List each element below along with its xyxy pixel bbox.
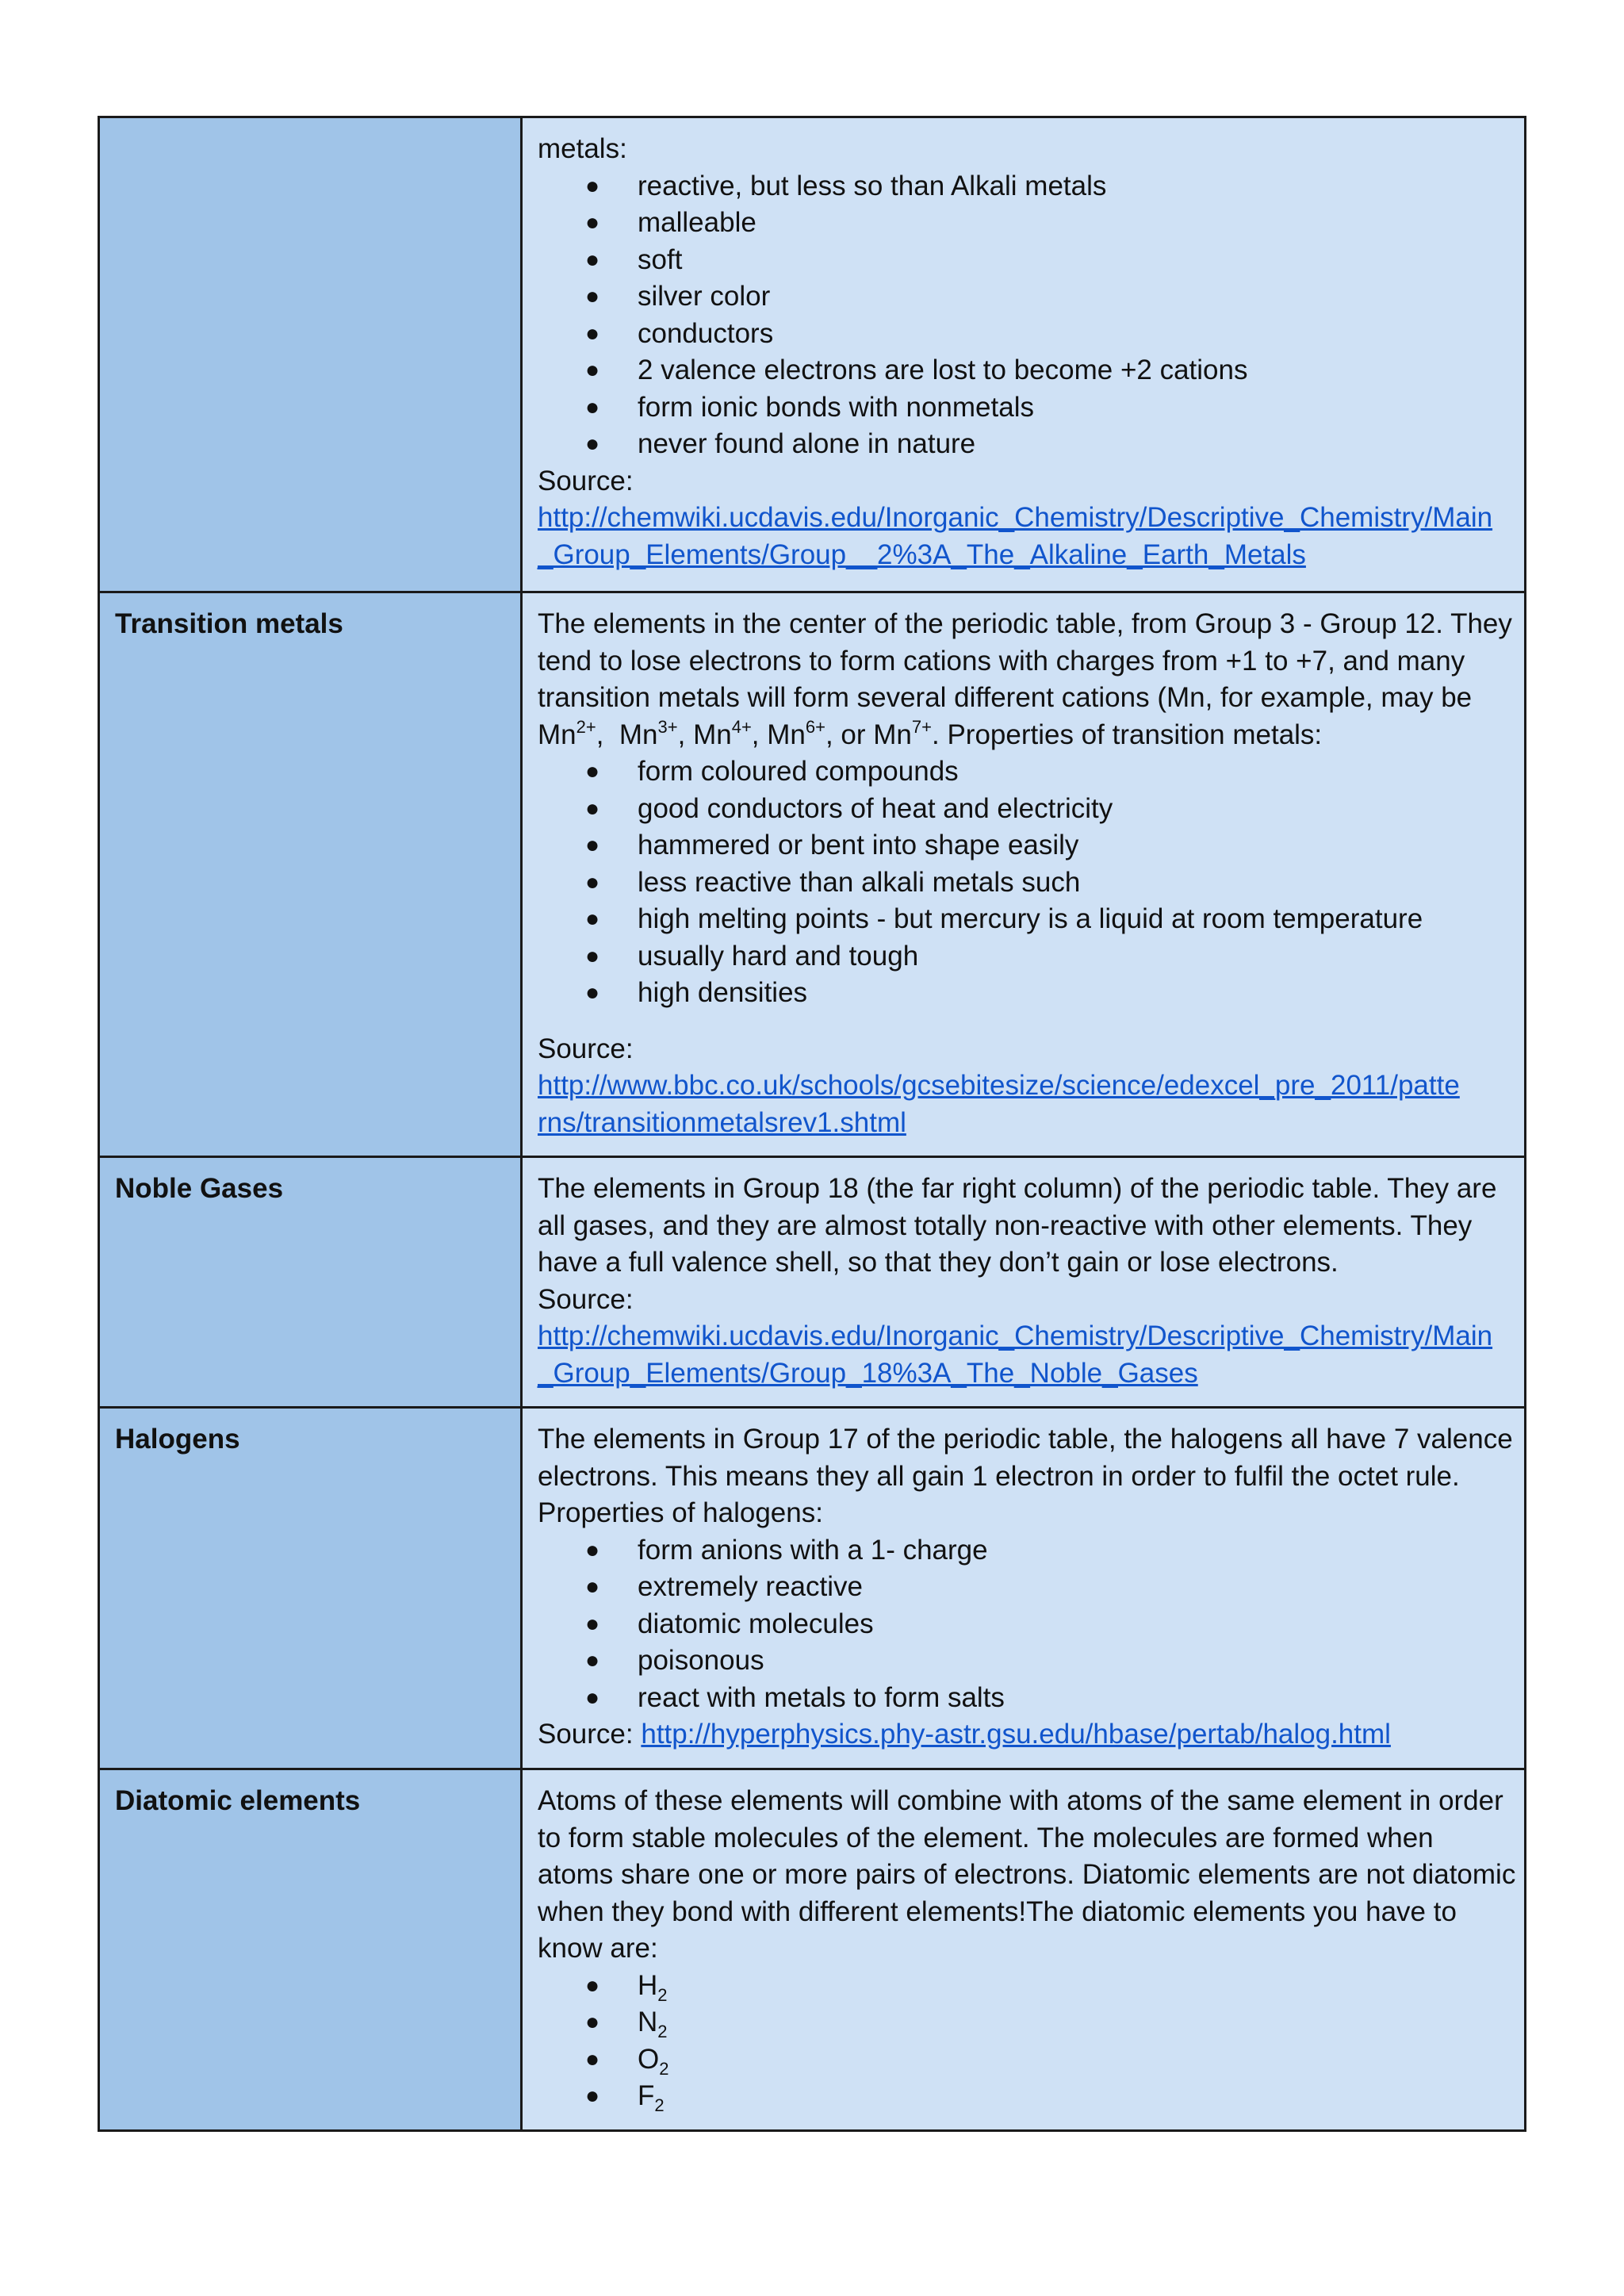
term-label: Noble Gases (115, 1173, 284, 1204)
property-list (538, 1532, 1524, 1717)
description-cell (522, 117, 1526, 592)
term-label: Diatomic elements (115, 1785, 361, 1816)
list-item: ● diatomic molecules (538, 1606, 1524, 1643)
bullet-icon: ● (585, 2083, 600, 2109)
list-item: ● form ionic bonds with nonmetals (538, 389, 1524, 427)
table-row (99, 592, 1526, 1157)
source-link[interactable]: http://chemwiki.ucdavis.edu/Inorganic_Chemistry/Descriptive_Chemistry/Main (538, 1320, 1493, 1351)
spacer (538, 1012, 1524, 1031)
source-link[interactable]: http://chemwiki.ucdavis.edu/Inorganic_Chemistry/Descriptive_Chemistry/Main (538, 502, 1493, 533)
description-text: all gases, and they are almost totally non-reactive with other elements. They (538, 1209, 1473, 1241)
term-cell (99, 1157, 522, 1408)
description-text: to form stable molecules of the element. The molecules are formed when (538, 1822, 1434, 1853)
list-item: ● extremely reactive (538, 1569, 1524, 1606)
list-item: ● hammered or bent into shape easily (538, 827, 1524, 864)
source-label: Source: (538, 1033, 634, 1064)
bullet-icon: ● (585, 868, 600, 895)
list-item: ● silver color (538, 278, 1524, 316)
source-link[interactable]: http://hyperphysics.phy-astr.gsu.edu/hbase/pertab/halog.html (641, 1719, 1391, 1750)
bullet-icon: ● (585, 172, 600, 199)
description-text: electrons. This means they all gain 1 electron in order to fulfil the octet rule. (538, 1460, 1460, 1492)
bullet-icon: ● (585, 393, 600, 420)
elements-table (98, 116, 1526, 2132)
list-item: ● soft (538, 242, 1524, 279)
description-text: atoms share one or more pairs of electrons. Diatomic elements are not diatomic (538, 1859, 1516, 1890)
list-item: ● malleable (538, 205, 1524, 242)
list-item: ● usually hard and tough (538, 938, 1524, 976)
description-text: when they bond with different elements!The diatomic elements you have to (538, 1895, 1457, 1927)
list-item: ● 2 valence electrons are lost to become +2 cations (538, 352, 1524, 389)
list-item: ● less reactive than alkali metals such (538, 864, 1524, 902)
bullet-icon: ● (585, 2045, 600, 2072)
bullet-icon: ● (585, 1972, 600, 1999)
bullet-icon: ● (585, 357, 600, 383)
table-row (99, 1408, 1526, 1769)
list-item: ● form anions with a 1- charge (538, 1532, 1524, 1570)
molecule-list (538, 1968, 1524, 2115)
bullet-icon: ● (585, 320, 600, 347)
source-label: Source: (538, 1283, 634, 1315)
list-item: ● react with metals to form salts (538, 1680, 1524, 1717)
bullet-icon: ● (585, 758, 600, 784)
bullet-icon: ● (585, 2009, 600, 2035)
source-label: Source: (538, 1719, 634, 1750)
list-item: ● reactive, but less so than Alkali metals (538, 168, 1524, 205)
description-text: The elements in Group 18 (the far right column) of the periodic table. They are (538, 1173, 1497, 1204)
bullet-icon: ● (585, 209, 600, 236)
bullet-icon: ● (585, 246, 600, 273)
bullet-icon: ● (585, 1684, 600, 1711)
source-link-continued[interactable]: _Group_Elements/Group_18%3A_The_Noble_Gases (538, 1357, 1198, 1389)
list-item: ● good conductors of heat and electricity (538, 791, 1524, 828)
description-text: tend to lose electrons to form cations with charges from +1 to +7, and many (538, 645, 1465, 677)
bullet-icon: ● (585, 1573, 600, 1600)
source-link-continued[interactable]: _Group_Elements/Group__2%3A_The_Alkaline_Earth_Metals (538, 539, 1306, 570)
bullet-icon: ● (585, 1536, 600, 1563)
list-item: ● $O_2$ (538, 2041, 1524, 2079)
list-item: ● never found alone in nature (538, 426, 1524, 463)
description-cell (522, 1769, 1526, 2131)
bullet-icon: ● (585, 832, 600, 858)
bullet-icon: ● (585, 1610, 600, 1637)
term-cell (99, 592, 522, 1157)
source-link[interactable]: http://www.bbc.co.uk/schools/gcsebitesize/science/edexcel_pre_2011/patte (538, 1070, 1460, 1101)
description-cell (522, 1408, 1526, 1769)
description-text: know are: (538, 1933, 658, 1964)
list-item: ● form coloured compounds (538, 753, 1524, 791)
list-item: ● $H_2$ (538, 1968, 1524, 2005)
bullet-icon: ● (585, 942, 600, 969)
bullet-icon: ● (585, 1647, 600, 1673)
list-item: ● $F_2$ (538, 2078, 1524, 2115)
ion-list: $Mn^{2+}$, $Mn^{3+}$, $Mn^{4+}$, $Mn^{6+}$, or $Mn^{7+}$. Properties of transition metals: (538, 716, 1323, 750)
list-item: ● conductors (538, 316, 1524, 353)
description-text: The elements in Group 17 of the periodic table, the halogens all have 7 valence (538, 1424, 1513, 1455)
property-list (538, 168, 1524, 463)
description-text: metals: (538, 133, 627, 164)
bullet-icon: ● (585, 906, 600, 932)
list-item: ● poisonous (538, 1642, 1524, 1680)
bullet-icon: ● (585, 795, 600, 822)
description-text: Atoms of these elements will combine with atoms of the same element in order (538, 1785, 1503, 1816)
term-label: Halogens (115, 1424, 240, 1455)
description-text: Properties of halogens: (538, 1497, 823, 1528)
description-text: The elements in the center of the periodic table, from Group 3 - Group 12. They (538, 608, 1512, 639)
list-item: ● high melting points - but mercury is a liquid at room temperature (538, 901, 1524, 938)
table-row (99, 1769, 1526, 2131)
description-text: transition metals will form several different cations (Mn, for example, may be (538, 682, 1473, 713)
term-cell (99, 117, 522, 592)
description-text: have a full valence shell, so that they don’t gain or lose electrons. (538, 1247, 1339, 1278)
property-list (538, 753, 1524, 1012)
term-cell (99, 1408, 522, 1769)
description-cell (522, 592, 1526, 1157)
term-cell (99, 1769, 522, 2131)
bullet-icon: ● (585, 283, 600, 309)
list-item: ● high densities (538, 975, 1524, 1012)
list-item: ● $N_2$ (538, 2004, 1524, 2041)
source-link-continued[interactable]: rns/transitionmetalsrev1.shtml (538, 1106, 906, 1138)
table-row (99, 117, 1526, 592)
table-row (99, 1157, 1526, 1408)
bullet-icon: ● (585, 979, 600, 1006)
description-cell (522, 1157, 1526, 1408)
bullet-icon: ● (585, 431, 600, 457)
term-label: Transition metals (115, 608, 343, 639)
source-label: Source: (538, 465, 634, 496)
source-line (538, 1716, 1524, 1754)
